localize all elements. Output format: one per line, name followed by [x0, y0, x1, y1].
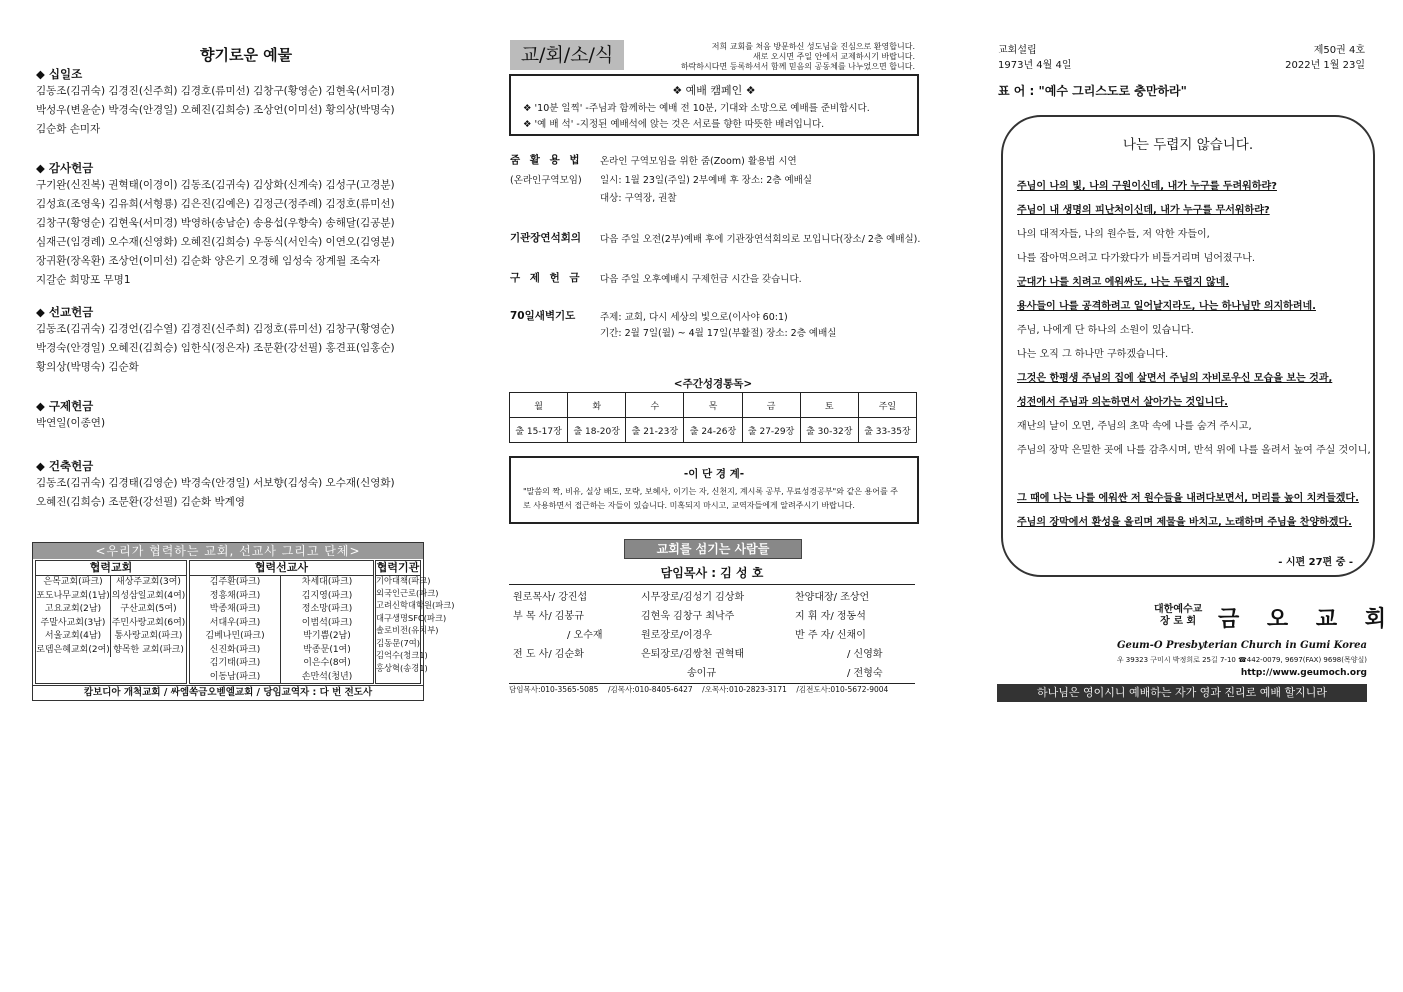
- bible-days-row: [510, 393, 917, 418]
- church-english-name: Geum-O Presbyterian Church in Gumi Korea: [1116, 640, 1367, 651]
- announcement-label: 줌 활 용 법: [510, 154, 583, 166]
- bible-day-cell: 화: [568, 393, 626, 418]
- cooperation-item: 기아대책(파크): [376, 576, 431, 587]
- founded-label: 교회설립: [998, 45, 1037, 56]
- bible-reading-cell: 출 21-23장: [626, 418, 684, 443]
- section-heading: ◆ 선교헌금: [36, 305, 94, 319]
- announcement-label: (온라인구역모임): [510, 175, 582, 186]
- cooperation-item: 박종채(파크): [209, 604, 261, 614]
- section-body: 김동조(김귀숙) 김경태(김영순) 박경숙(안경일) 서보향(김성숙) 오수재(신영화) 오혜진(김희승) 조문환(강선필) 김순화 박계영: [36, 477, 395, 508]
- psalm-line: 주님, 나에게 단 하나의 소원이 있습니다.: [1017, 325, 1194, 336]
- staff-cell: 은퇴장로/김쌍천 권혁태: [641, 649, 745, 660]
- bible-reading-table: [509, 392, 917, 443]
- worship-campaign-box: [509, 74, 919, 136]
- cooperation-item: 김동문(7여): [376, 639, 420, 649]
- campaign-item: ❖ '예 배 석' -지정된 예배석에 앉는 것은 서로를 향한 따뜻한 배려입니다.: [523, 119, 825, 130]
- psalm-line: 성전에서 주님과 의논하면서 살아가는 것입니다.: [1017, 397, 1228, 408]
- cooperation-item: 이동남(파크): [209, 671, 261, 682]
- offering-section-building: [36, 458, 431, 512]
- cooperation-item: 김베나민(파크): [205, 631, 265, 641]
- bible-day-cell: 금: [742, 393, 800, 418]
- staff-cell: / 오수재: [567, 630, 603, 641]
- cooperation-item: 고려신학대학원(파크): [376, 601, 455, 611]
- cooperation-item: 고요교회(2남): [44, 604, 102, 614]
- issue-date: 2022년 1월 23일: [1285, 60, 1365, 71]
- cooperation-item: 정흥채(파크): [209, 590, 261, 601]
- warning-text: "말씀의 짝, 비유, 실상 배도, 모략, 보혜사, 이기는 자, 신천지, 계시록 공부, 무료성경공부"와 같은 용어를 주로 사용하면서 접근하는 자들이 있습니다. 미혹되지 마시고, 교역자들에게 알려주시기 바랍니다.: [523, 487, 898, 510]
- psalm-line: 주님의 장막에서 환성을 올리며 제물을 바치고, 노래하며 주님을 찬양하겠다.: [1017, 517, 1352, 528]
- bible-day-cell: 목: [684, 393, 742, 418]
- psalm-line: 용사들이 나를 공격하려고 일어날지라도, 나는 하나님만 의지하려네.: [1017, 301, 1316, 312]
- cooperation-item: 구산교회(5여): [120, 604, 177, 614]
- psalm-line: 나를 잡아먹으려고 다가왔다가 비틀거리며 넘어졌구나.: [1017, 253, 1256, 264]
- cooperation-item: 손만석(청년): [301, 671, 353, 682]
- bible-reading-cell: 출 24-26장: [684, 418, 742, 443]
- offering-section-mission: [36, 304, 431, 377]
- offerings-title: 향기로운 예물: [200, 46, 293, 64]
- denomination: 대한예수교 장 로 회: [1154, 604, 1203, 627]
- announcement-text: 다음 주일 오전(2부)예배 후에 기관장연석회의로 모입니다(장소/ 2층 예배실).: [600, 234, 921, 245]
- partner-missionaries-title: 협력선교사: [190, 561, 373, 576]
- cooperation-item: 신진화(파크): [209, 644, 261, 655]
- church-name: 금 오 교 회: [1218, 607, 1396, 632]
- missionaries-col-b: [281, 576, 373, 684]
- offering-section-tithe: [36, 66, 431, 139]
- warning-title: -이 단 경 계-: [683, 468, 745, 480]
- partner-churches: [35, 560, 187, 684]
- psalm-line: 그 때에 나는 나를 에워싼 저 원수들을 내려다보면서, 머리를 높이 치켜들겠다.: [1017, 493, 1359, 504]
- campaign-item: ❖ '10분 일찍' -주님과 함께하는 예배 전 10분, 기대와 소망으로 예배를 준비합시다.: [523, 103, 870, 114]
- psalm-line: 군대가 나를 치려고 에워싸도, 나는 두렵지 않네.: [1017, 277, 1230, 288]
- cooperation-item: 외국인근로(파크): [376, 589, 439, 599]
- cooperation-item: 김주환(파크): [209, 577, 261, 587]
- announcement-text: 주제: 교회, 다시 세상의 빛으로(이사야 60:1): [600, 312, 788, 323]
- psalm-line: 주님의 장막 은밀한 곳에 나를 감추시며, 반석 위에 나를 올려서 높여 주실 것이니,: [1017, 445, 1371, 456]
- announcement-text: 다음 주일 오후예배시 구제헌금 시간을 갖습니다.: [600, 274, 802, 285]
- cooperation-item: 김억수(청크1): [376, 651, 428, 661]
- scripture-banner: 하나님은 영이시니 예배하는 자가 영과 진리로 예배 할지니라: [997, 684, 1367, 702]
- bible-day-cell: 주일: [858, 393, 916, 418]
- staff-cell: / 신영화: [847, 649, 883, 660]
- church-website-link[interactable]: http://www.geumoch.org: [1240, 668, 1367, 678]
- cooperation-footer: 캄보디아 개척교회 / 싸엠쏙금오벧엘교회 / 당임교역자 : 다 번 전도사: [33, 685, 423, 700]
- announcement-text: 온라인 구역모임을 위한 줌(Zoom) 활용법 시연: [600, 156, 797, 167]
- cooperation-item: 박종문(1여): [303, 644, 351, 655]
- offering-section-relief: [36, 398, 431, 433]
- section-heading: ◆ 건축헌금: [36, 459, 94, 473]
- cooperation-item: 정소망(파크): [301, 604, 353, 614]
- announcement-label: 기관장연석회의: [510, 232, 582, 244]
- cooperation-item: 주말사교회(3남): [40, 617, 106, 628]
- churches-col-a: [36, 576, 111, 657]
- welcome-intro: 저희 교회를 처음 방문하신 성도님을 진심으로 환영합니다. 새로 오시면 주일 안에서 교제하시기 바랍니다. 하락하시다면 등록하셔서 함께 믿음의 공동체를 나누었으면 합니다.: [680, 42, 915, 71]
- cooperation-item: 향목한 교회(파크): [113, 644, 184, 655]
- cooperation-item: 로뎀은혜교회(2여): [36, 644, 110, 655]
- missionaries-col-a: [190, 576, 281, 684]
- psalm-box: [1001, 115, 1375, 577]
- staff-cell: 원로장로/이경우: [641, 630, 712, 641]
- bible-reading-cell: 출 27-29장: [742, 418, 800, 443]
- bible-reading-cell: 출 30-32장: [800, 418, 858, 443]
- bible-day-cell: 수: [626, 393, 684, 418]
- cooperation-item: 의성삼일교회(4여): [111, 590, 186, 601]
- church-address: 우 39323 구미시 박정희로 25길 7-10 ☎442-0079, 9697(FAX) 9698(목양실): [1116, 656, 1367, 664]
- partner-churches-title: 협력교회: [36, 561, 186, 576]
- bible-day-cell: 토: [800, 393, 858, 418]
- staff-grid: [509, 584, 915, 684]
- cooperation-item: 솔로비전(유치부): [376, 626, 439, 636]
- staff-cell: 김현욱 김창구 최낙주: [641, 611, 735, 622]
- announcement-label: 70일새벽기도: [510, 310, 576, 322]
- announcement-label: 구 제 헌 금: [510, 272, 583, 284]
- organizations-col: [376, 576, 455, 675]
- partner-organizations-title: 협력기관: [376, 561, 420, 574]
- cooperation-item: 통사랑교회(파크): [114, 631, 183, 641]
- heresy-warning-box: [509, 456, 919, 524]
- church-staff-tab: 교회를 섬기는 사람들: [624, 539, 802, 559]
- psalm-line: 재난의 날이 오면, 주님의 초막 속에 나를 숨겨 주시고,: [1017, 421, 1252, 432]
- section-body: 김동조(김귀숙) 김경언(김수열) 김경진(신주희) 김정호(류미선) 김창구(황영순) 박경숙(안경일) 오혜진(김희승) 임한식(정은자) 조문환(강선필) 홍견표(임홍순) 황의상(박명숙) 김순화: [36, 323, 395, 373]
- bible-day-cell: 월: [510, 393, 568, 418]
- cooperation-item: 은목교회(파크): [43, 577, 103, 587]
- staff-cell: 시무장로/김성기 김상화: [641, 592, 745, 603]
- announcement-text: 기간: 2월 7일(월) ~ 4월 17일(부활절) 장소: 2층 예배실: [600, 328, 837, 339]
- psalm-line: 나는 오직 그 하나만 구하겠습니다.: [1017, 349, 1169, 360]
- volume-number: 제50권 4호: [1313, 45, 1365, 56]
- cooperation-header: <우리가 협력하는 교회, 선교사 그리고 단체>: [33, 543, 423, 559]
- church-motto: 표 어 : "예수 그리스도로 충만하라": [998, 84, 1187, 98]
- staff-cell: 전 도 사/ 김순화: [513, 649, 584, 660]
- staff-cell: / 전형숙: [847, 668, 883, 679]
- cooperation-item: 차세대(파크): [301, 577, 353, 587]
- psalm-line: 주님이 내 생명의 피난처이신데, 내가 누구를 무서워하랴?: [1017, 205, 1270, 216]
- cooperation-item: 김지영(파크): [301, 590, 353, 601]
- partner-missionaries: [189, 560, 374, 684]
- cooperation-item: 이범석(파크): [301, 617, 353, 628]
- psalm-title: 나는 두렵지 않습니다.: [1122, 137, 1254, 153]
- staff-contacts: 담임목사:010-3565-5085 /김목사:010-8405-6427 /오목사:010-2823-3171 /김전도사:010-5672-9004: [509, 685, 889, 694]
- bible-reading-cell: 출 18-20장: [568, 418, 626, 443]
- cooperation-item: 포도나무교회(1남): [36, 590, 110, 601]
- announcement-text: 대상: 구역장, 권찰: [600, 193, 677, 204]
- section-body: 구기완(신진복) 권혁태(이경이) 김동조(김귀숙) 김상화(신계숙) 김성구(고경분) 김성효(조영욱) 김유희(서형룡) 김은진(김예은) 김정근(정주례) 김정호(류미선) 김창구(황영순) 김현욱(서미경) 박영하(송남순) 송용섭(우향숙) 송해달(김공분) 심재근(임경례) 오수재(신영화) 오혜진(김희승) 우동식(서인숙) 이연오(김영분) 장귀환(장옥환) 조상언(이미선) 김순화 양은기 오경해 임성숙 장계월 조숙자 지갈순 희망포 무명1: [36, 179, 395, 286]
- church-news-tab: 교/회/소/식: [510, 40, 624, 70]
- bible-reading-cell: 출 15-17장: [510, 418, 568, 443]
- staff-cell: 원로목사/ 강진섭: [513, 592, 588, 603]
- offering-section-thanks: [36, 160, 431, 290]
- cooperation-item: 새상주교회(3여): [116, 577, 181, 587]
- cooperation-box: [32, 542, 455, 701]
- section-heading: ◆ 십일조: [36, 67, 83, 81]
- partner-organizations: [375, 560, 455, 684]
- cooperation-item: 김기태(파크): [209, 658, 261, 668]
- cooperation-item: 홍상혁(송경1): [376, 663, 428, 674]
- senior-pastor: 담임목사 : 김 성 호: [660, 566, 764, 580]
- churches-col-b: [111, 576, 186, 657]
- psalm-line: 그것은 한평생 주님의 집에 살면서 주님의 자비로우신 모습을 보는 것과,: [1017, 373, 1333, 384]
- founded-date: 1973년 4월 4일: [998, 60, 1072, 71]
- section-heading: ◆ 감사헌금: [36, 161, 94, 175]
- staff-cell: 송이규: [687, 668, 716, 679]
- section-body: 박연일(이종연): [36, 417, 106, 429]
- section-body: 김동조(김귀숙) 김경진(신주희) 김경호(류미선) 김창구(황영순) 김현욱(서미경) 박성우(변윤순) 박경숙(안경일) 오혜진(김희승) 조상언(이미선) 황의상(박명숙) 김순화 손미자: [36, 85, 395, 135]
- bible-reading-cell: 출 33-35장: [858, 418, 916, 443]
- announcement-text: 일시: 1월 23일(주일) 2부예배 후 장소: 2층 예배실: [600, 175, 813, 186]
- psalm-line: 주님이 나의 빛, 나의 구원이신데, 내가 누구를 두려워하랴?: [1017, 181, 1277, 192]
- cooperation-item: 대구생명SFC(파크): [376, 614, 447, 624]
- staff-cell: 반 주 자/ 신채이: [795, 630, 866, 641]
- psalm-source: - 시편 27편 중 -: [1278, 557, 1353, 568]
- cooperation-item: 서대우(파크): [209, 617, 261, 628]
- cooperation-item: 박기쁨(2남): [303, 631, 351, 641]
- section-heading: ◆ 구제헌금: [36, 399, 94, 413]
- cooperation-item: 주민사랑교회(6여): [111, 617, 186, 628]
- cooperation-item: 서울교회(4남): [44, 631, 102, 641]
- campaign-title: ❖ 예배 캠페인 ❖: [672, 84, 756, 97]
- bible-reading-title: <주간성경통독>: [673, 378, 753, 390]
- staff-cell: 찬양대장/ 조상언: [795, 592, 870, 603]
- staff-cell: 지 휘 자/ 정동석: [795, 611, 866, 622]
- bible-readings-row: [510, 418, 917, 443]
- psalm-line: 나의 대적자들, 나의 원수들, 저 악한 자들이,: [1017, 229, 1210, 240]
- cooperation-item: 이은수(8여): [303, 658, 351, 668]
- staff-cell: 부 목 사/ 김봉규: [513, 611, 584, 622]
